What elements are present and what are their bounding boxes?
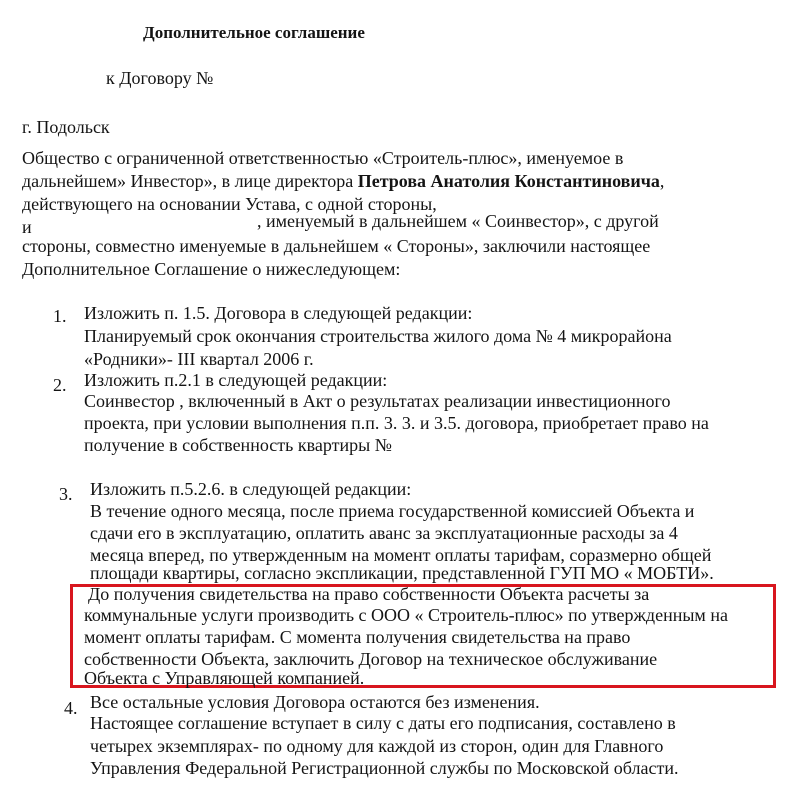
highlighted-line: момент оплаты тарифам. С момента получения свидетельства на право	[84, 627, 631, 647]
list-item-heading: Изложить п.2.1 в следующей редакции:	[84, 370, 388, 390]
list-item-line: Настоящее соглашение вступает в силу с даты его подписания, составлено в	[90, 713, 676, 733]
list-item-number: 3.	[59, 484, 73, 504]
list-item-number: 2.	[53, 375, 67, 395]
list-item-line: В течение одного месяца, после приема государственной комиссией Объекта и	[90, 501, 695, 521]
document-title: Дополнительное соглашение	[143, 23, 365, 42]
document-subtitle: к Договору №	[106, 68, 214, 88]
list-item-heading: Изложить п.5.2.6. в следующей редакции:	[90, 479, 412, 499]
list-item-line: «Родники»- III квартал 2006 г.	[84, 349, 314, 369]
intro-line: действующего на основании Устава, с одной стороны,	[22, 194, 437, 214]
list-item-line: проекта, при условии выполнения п.п. 3. 3. и 3.5. договора, приобретает право на	[84, 413, 709, 433]
highlighted-line: коммунальные услуги производить с ООО « Строитель-плюс» по утвержденным на	[84, 605, 728, 625]
list-item-line: получение в собственность квартиры №	[84, 435, 392, 455]
intro-line: стороны, совместно именуемые в дальнейшем « Стороны», заключили настоящее	[22, 236, 651, 256]
highlighted-line: собственности Объекта, заключить Договор на техническое обслуживание	[84, 649, 658, 669]
intro-line: Общество с ограниченной ответственностью «Строитель-плюс», именуемое в	[22, 148, 624, 168]
list-item-heading: Все остальные условия Договора остаются без изменения.	[90, 692, 540, 712]
list-item-number: 1.	[53, 306, 67, 326]
list-item-line: месяца вперед, по утвержденным на момент оплаты тарифам, соразмерно общей	[90, 545, 712, 565]
intro-line: Дополнительное Соглашение о нижеследующем:	[22, 259, 401, 279]
list-item-line: Планируемый срок окончания строительства жилого дома № 4 микрорайона	[84, 326, 672, 346]
list-item-line: сдачи его в эксплуатацию, оплатить аванс за эксплуатационные расходы за 4	[90, 523, 678, 543]
list-item-line: Соинвестор , включенный в Акт о результатах реализации инвестиционного	[84, 391, 671, 411]
city-line: г. Подольск	[22, 117, 110, 137]
intro-line	[22, 170, 664, 192]
list-item-heading: Изложить п. 1.5. Договора в следующей редакции:	[84, 303, 473, 323]
highlighted-line: До получения свидетельства на право собственности Объекта расчеты за	[88, 584, 650, 604]
list-item-line: площади квартиры, согласно экспликации, представленной ГУП МО « МОБТИ».	[90, 563, 714, 583]
intro-line: , именуемый в дальнейшем « Соинвестор», с другой	[257, 211, 659, 231]
intro-text: дальнейшем» Инвестор», в лице директора	[22, 171, 358, 191]
list-item-line: четырех экземплярах- по одному для каждой из сторон, один для Главного	[90, 736, 664, 756]
highlighted-line: Объекта с Управляющей компанией.	[84, 668, 365, 688]
intro-line: и	[22, 217, 32, 237]
list-item-line: Управления Федеральной Регистрационной службы по Московской области.	[90, 758, 679, 778]
intro-text: ,	[659, 171, 665, 191]
list-item-number: 4.	[64, 698, 78, 718]
director-name: Петрова Анатолия Константиновича	[357, 171, 660, 191]
